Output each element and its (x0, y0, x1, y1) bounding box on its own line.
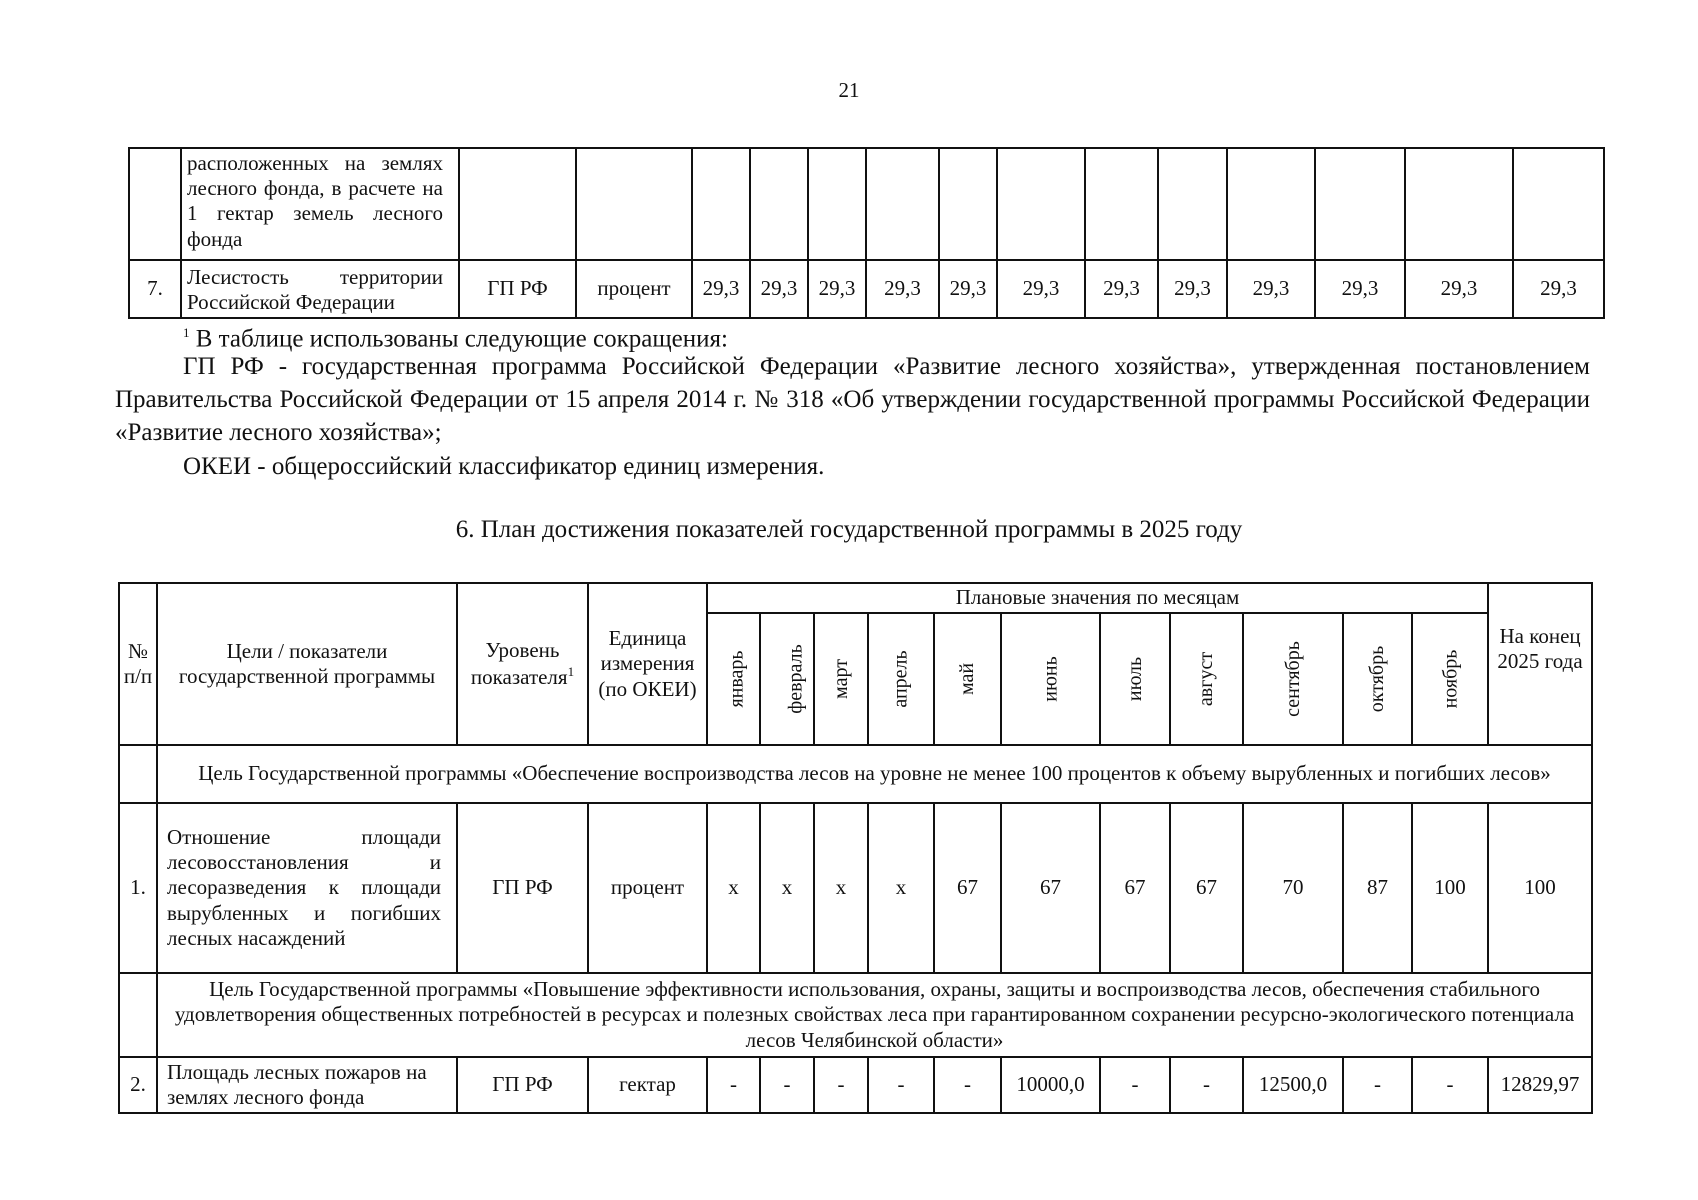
table-cell: 29,3 (1405, 260, 1513, 318)
table-cell: 29,3 (1085, 260, 1158, 318)
header-month: февраль (760, 613, 814, 745)
indicators-table-continued (128, 147, 1605, 319)
footnote-title-text: В таблице использованы следующие сокращения: (195, 325, 728, 353)
table-row (119, 803, 1592, 973)
header-year-end: На конец 2025 года (1488, 583, 1592, 745)
table-cell: x (868, 803, 934, 973)
table-cell: 29,3 (1315, 260, 1405, 318)
footnote-okei: ОКЕИ - общероссийский классификатор единиц измерения. (183, 453, 825, 480)
header-level (457, 583, 588, 745)
table-cell: 29,3 (997, 260, 1085, 318)
indicator-unit: процент (576, 260, 692, 318)
table-row (119, 1057, 1592, 1113)
table-cell: - (1343, 1057, 1412, 1113)
table-cell: 67 (934, 803, 1001, 973)
row-number: 2. (119, 1057, 157, 1113)
section-title: 6. План достижения показателей государственной программы в 2025 году (455, 516, 1243, 543)
table-cell: 29,3 (939, 260, 997, 318)
table-cell: 29,3 (692, 260, 750, 318)
goal-row (119, 745, 1592, 803)
table-row (129, 148, 1604, 260)
footnote-mark: 1 (567, 663, 575, 679)
table-cell: - (814, 1057, 868, 1113)
table-cell: 12829,97 (1488, 1057, 1592, 1113)
table-cell: - (1170, 1057, 1243, 1113)
footnote-gp: ГП РФ - государственная программа Российской Федерации «Развитие лесного хозяйства», утвержденная постановлением Правительства Российской Федерации от 15 апреля 2014 г. № 318 «Об утверждении государственной программы Российской Федерации «Развитие лесного хозяйства»; (115, 353, 1590, 446)
row-number: 7. (129, 260, 181, 318)
header-goals: Цели / показатели государственной программы (157, 583, 457, 745)
table-cell: 10000,0 (1001, 1057, 1100, 1113)
table-cell: 12500,0 (1243, 1057, 1343, 1113)
goal-text: Цель Государственной программы «Обеспечение воспроизводства лесов на уровне не менее 100 процентов к объему вырубленных и погибших лесов» (157, 745, 1592, 803)
header-num: № п/п (119, 583, 157, 745)
table-cell: - (1412, 1057, 1488, 1113)
row-number: 1. (119, 803, 157, 973)
table-cell: x (814, 803, 868, 973)
indicator-level: ГП РФ (457, 803, 588, 973)
goal-text: Цель Государственной программы «Повышение эффективности использования, охраны, защиты и воспроизводства лесов, обеспечения стабильного удовлетворения общественных потребностей в ресурсах и полезных свойствах леса при гарантированном сохранении ресурсно-экологического потенциала лесов Челябинской области» (157, 973, 1592, 1057)
indicator-unit: процент (588, 803, 707, 973)
header-month: сентябрь (1243, 613, 1343, 745)
table-cell: - (707, 1057, 760, 1113)
header-month: октябрь (1343, 613, 1412, 745)
table-cell: - (868, 1057, 934, 1113)
indicator-name: Лесистость территории Российской Федерации (181, 260, 459, 318)
table-cell: 29,3 (1227, 260, 1315, 318)
table-row (129, 260, 1604, 318)
table-cell: x (760, 803, 814, 973)
plan-table (118, 582, 1593, 1114)
table-cell: 100 (1488, 803, 1592, 973)
header-unit: Единица измерения (по ОКЕИ) (588, 583, 707, 745)
table-cell: 70 (1243, 803, 1343, 973)
indicator-level: ГП РФ (457, 1057, 588, 1113)
table-cell: - (760, 1057, 814, 1113)
table-cell: 67 (1170, 803, 1243, 973)
table-cell: 29,3 (1158, 260, 1227, 318)
table-cell: 29,3 (866, 260, 939, 318)
header-month: июль (1100, 613, 1170, 745)
goal-row (119, 973, 1592, 1057)
table-cell: 100 (1412, 803, 1488, 973)
table-cell: 67 (1100, 803, 1170, 973)
indicator-level: ГП РФ (459, 260, 576, 318)
indicator-unit: гектар (588, 1057, 707, 1113)
table-cell: 29,3 (750, 260, 808, 318)
header-month: январь (707, 613, 760, 745)
table-cell: x (707, 803, 760, 973)
table-header-row (119, 583, 1592, 613)
header-month: март (814, 613, 868, 745)
table-cell: 29,3 (1513, 260, 1604, 318)
header-month: апрель (868, 613, 934, 745)
indicator-name: Площадь лесных пожаров на землях лесного фонда (157, 1057, 457, 1113)
indicator-name: Отношение площади лесовосстановления и лесоразведения к площади вырубленных и погибших лесных насаждений (157, 803, 457, 973)
header-month: ноябрь (1412, 613, 1488, 745)
table-cell: 87 (1343, 803, 1412, 973)
table-cell: - (934, 1057, 1001, 1113)
indicator-name: расположенных на землях лесного фонда, в расчете на 1 гектар земель лесного фонда (181, 148, 459, 260)
table-cell: - (1100, 1057, 1170, 1113)
header-level-text: Уровень показателя (470, 638, 568, 689)
table-cell: 67 (1001, 803, 1100, 973)
footnote-mark: 1 (183, 325, 190, 340)
table-cell: 29,3 (808, 260, 866, 318)
header-month: июнь (1001, 613, 1100, 745)
header-month: август (1170, 613, 1243, 745)
page-number: 21 (838, 78, 860, 102)
header-planned: Плановые значения по месяцам (707, 583, 1488, 613)
header-month: май (934, 613, 1001, 745)
